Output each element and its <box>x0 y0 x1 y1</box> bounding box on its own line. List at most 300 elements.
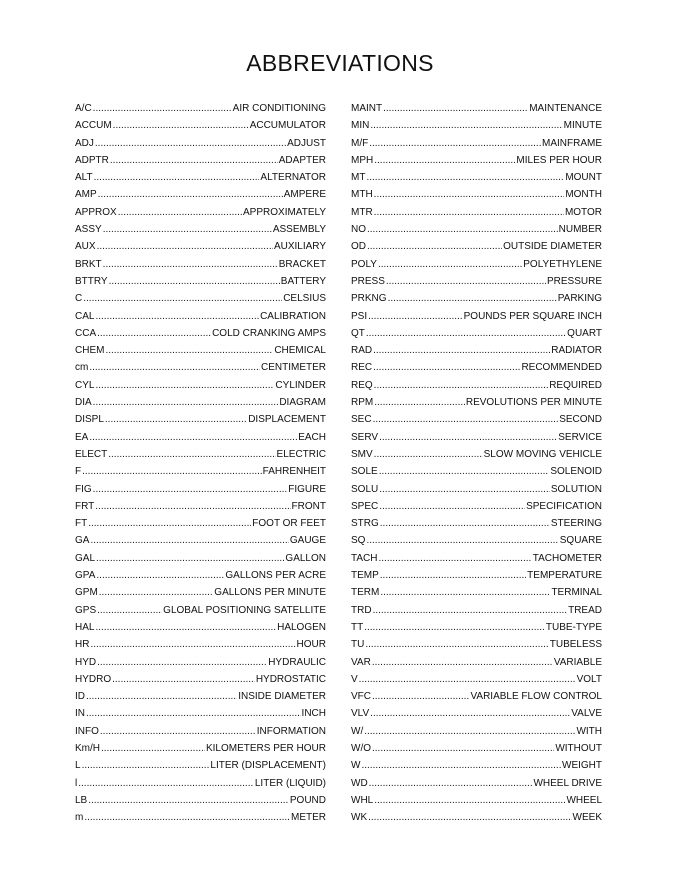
abbreviation-meaning: METER <box>291 812 326 824</box>
abbreviation-term: L <box>75 760 81 772</box>
abbreviation-meaning: MOTOR <box>564 206 602 218</box>
abbreviation-term: SEC <box>351 414 372 426</box>
abbreviation-entry <box>75 705 326 722</box>
abbreviation-term: FRT <box>75 500 95 512</box>
abbreviation-meaning: POLYETHYLENE <box>523 258 602 270</box>
abbreviation-term: CAL <box>75 310 95 322</box>
dot-leader <box>379 498 525 515</box>
abbreviation-term: MT <box>351 172 366 184</box>
abbreviation-meaning: WHEEL DRIVE <box>533 777 602 789</box>
abbreviation-term: OD <box>351 241 366 253</box>
abbreviation-meaning: TUBELESS <box>549 639 602 651</box>
abbreviation-term: MAINT <box>351 103 383 114</box>
dot-leader <box>113 117 249 134</box>
abbreviation-meaning: ACCUMULATOR <box>249 120 326 132</box>
dot-leader <box>78 775 254 792</box>
abbreviation-meaning: INSIDE DIAMETER <box>238 691 326 703</box>
abbreviation-entry <box>75 308 326 325</box>
abbreviation-term: AMP <box>75 189 97 201</box>
abbreviation-entry <box>351 325 602 342</box>
dot-leader <box>378 256 522 273</box>
abbreviation-meaning: FIGURE <box>288 483 326 495</box>
abbreviation-entry <box>75 481 326 498</box>
abbreviation-meaning: OUTSIDE DIAMETER <box>503 241 602 253</box>
abbreviation-entry <box>75 256 326 273</box>
abbreviation-entry <box>75 152 326 169</box>
abbreviation-meaning: FRONT <box>291 500 326 512</box>
abbreviation-entry <box>351 308 602 325</box>
dot-leader <box>366 169 564 186</box>
abbreviation-meaning: WHEEL <box>566 794 602 806</box>
dot-leader <box>364 723 575 740</box>
abbreviation-entry <box>351 152 602 169</box>
abbreviation-term: WHL <box>351 794 374 806</box>
abbreviation-entry <box>351 550 602 567</box>
abbreviation-entry <box>75 792 326 809</box>
abbreviation-entry <box>75 757 326 774</box>
abbreviation-entry <box>75 186 326 203</box>
dot-leader <box>383 100 528 117</box>
abbreviation-entry <box>75 394 326 411</box>
abbreviation-meaning: SLOW MOVING VEHICLE <box>483 448 602 460</box>
abbreviation-term: ELECT <box>75 448 108 460</box>
abbreviation-meaning: MOUNT <box>565 172 602 184</box>
abbreviation-term: ID <box>75 691 85 703</box>
abbreviation-entry <box>351 429 602 446</box>
abbreviation-meaning: WEIGHT <box>562 760 602 772</box>
abbreviation-entry <box>351 636 602 653</box>
abbreviation-meaning: CENTIMETER <box>261 362 326 374</box>
abbreviation-term: GAL <box>75 552 96 564</box>
abbreviation-term: CCA <box>75 327 97 339</box>
abbreviation-meaning: DIAGRAM <box>279 397 326 409</box>
abbreviation-meaning: STEERING <box>550 518 602 530</box>
dot-leader <box>86 705 301 722</box>
abbreviation-term: APPROX <box>75 206 117 218</box>
abbreviation-entry <box>75 204 326 221</box>
abbreviation-entry <box>351 446 602 463</box>
abbreviation-term: REQ <box>351 379 373 391</box>
dot-leader <box>105 342 273 359</box>
dot-leader <box>90 636 295 653</box>
dot-leader <box>374 446 483 463</box>
dot-leader <box>372 740 554 757</box>
abbreviation-term: W/ <box>351 725 364 737</box>
abbreviation-term: STRG <box>351 518 379 530</box>
abbreviation-term: CYL <box>75 379 95 391</box>
abbreviation-entry <box>351 584 602 601</box>
abbreviation-entry <box>75 359 326 376</box>
abbreviation-entry <box>351 221 602 238</box>
abbreviation-entry <box>351 463 602 480</box>
abbreviation-entry <box>351 619 602 636</box>
abbreviation-meaning: CYLINDER <box>275 379 326 391</box>
dot-leader <box>108 446 275 463</box>
abbreviations-right-column <box>351 100 602 826</box>
dot-leader <box>386 273 546 290</box>
dot-leader <box>379 429 557 446</box>
abbreviation-entry <box>351 498 602 515</box>
abbreviation-term: ADPTR <box>75 154 109 166</box>
abbreviation-term: MIN <box>351 120 370 132</box>
abbreviation-meaning: WEEK <box>572 812 602 824</box>
abbreviation-term: REC <box>351 362 373 374</box>
abbreviation-entry <box>351 705 602 722</box>
abbreviation-entry <box>75 636 326 653</box>
dot-leader <box>96 567 224 584</box>
dot-leader <box>118 204 242 221</box>
abbreviation-entry <box>351 169 602 186</box>
abbreviation-entry <box>75 498 326 515</box>
abbreviation-meaning: BATTERY <box>280 275 326 287</box>
abbreviation-meaning: SPECIFICATION <box>526 500 602 512</box>
abbreviation-meaning: MILES PER HOUR <box>516 154 602 166</box>
dot-leader <box>374 792 565 809</box>
abbreviation-meaning: VALVE <box>571 708 602 720</box>
abbreviation-entry <box>351 809 602 826</box>
abbreviation-term: W <box>351 760 361 772</box>
abbreviation-term: NO <box>351 224 366 236</box>
abbreviation-meaning: TREAD <box>568 604 602 616</box>
abbreviation-term: ALT <box>75 172 93 184</box>
abbreviation-entry <box>75 723 326 740</box>
dot-leader <box>109 273 280 290</box>
abbreviation-entry <box>351 117 602 134</box>
abbreviation-meaning: MAINTENANCE <box>529 103 602 114</box>
abbreviation-term: WK <box>351 812 368 824</box>
abbreviation-meaning: FAHRENHEIT <box>262 466 326 478</box>
abbreviation-meaning: DISPLACEMENT <box>248 414 326 426</box>
abbreviation-entry <box>351 792 602 809</box>
dot-leader <box>96 550 284 567</box>
dot-leader <box>366 325 566 342</box>
dot-leader <box>88 792 289 809</box>
abbreviation-term: MPH <box>351 154 374 166</box>
abbreviation-term: GPA <box>75 570 96 582</box>
abbreviation-meaning: GLOBAL POSITIONING SATELLITE <box>163 604 326 616</box>
dot-leader <box>361 757 561 774</box>
abbreviation-entry <box>351 256 602 273</box>
dot-leader <box>379 481 550 498</box>
abbreviation-entry <box>75 515 326 532</box>
abbreviation-meaning: CELSIUS <box>283 293 326 305</box>
abbreviation-meaning: GALLON <box>285 552 326 564</box>
abbreviation-meaning: APPROXIMATELY <box>243 206 326 218</box>
dot-leader <box>368 809 571 826</box>
abbreviation-term: CHEM <box>75 345 105 357</box>
dot-leader <box>110 152 278 169</box>
dot-leader <box>94 169 260 186</box>
dot-leader <box>95 619 276 636</box>
dot-leader <box>372 688 469 705</box>
abbreviation-term: MTR <box>351 206 373 218</box>
dot-leader <box>88 515 251 532</box>
dot-leader <box>95 498 290 515</box>
abbreviation-term: BTTRY <box>75 275 108 287</box>
abbreviation-entry <box>351 481 602 498</box>
abbreviation-term: TT <box>351 621 364 633</box>
abbreviation-entry <box>351 100 602 117</box>
abbreviation-entry <box>75 567 326 584</box>
abbreviation-entry <box>75 325 326 342</box>
abbreviation-entry <box>351 671 602 688</box>
abbreviation-term: m <box>75 812 84 824</box>
abbreviation-meaning: SOLENOID <box>550 466 602 478</box>
abbreviation-meaning: VARIABLE <box>553 656 602 668</box>
abbreviation-entry <box>351 740 602 757</box>
abbreviation-meaning: EACH <box>298 431 326 443</box>
abbreviation-meaning: PRESSURE <box>546 275 602 287</box>
abbreviation-entry <box>75 671 326 688</box>
dot-leader <box>368 308 463 325</box>
abbreviation-term: TEMP <box>351 570 379 582</box>
abbreviation-term: BRKT <box>75 258 102 270</box>
abbreviation-meaning: PARKING <box>557 293 602 305</box>
dot-leader <box>374 204 564 221</box>
abbreviation-meaning: NUMBER <box>558 224 602 236</box>
abbreviation-term: SOLU <box>351 483 379 495</box>
dot-leader <box>90 532 288 549</box>
abbreviation-entry <box>351 394 602 411</box>
abbreviation-entry <box>351 377 602 394</box>
abbreviation-term: EA <box>75 431 89 443</box>
abbreviation-entry <box>351 290 602 307</box>
dot-leader <box>380 515 550 532</box>
abbreviation-entry <box>75 532 326 549</box>
abbreviation-term: GA <box>75 535 90 547</box>
abbreviation-meaning: TEMPERATURE <box>527 570 602 582</box>
abbreviation-term: C <box>75 293 83 305</box>
abbreviation-term: SOLE <box>351 466 378 478</box>
page-title: ABBREVIATIONS <box>246 50 434 76</box>
abbreviation-entry <box>351 204 602 221</box>
dot-leader <box>97 238 273 255</box>
abbreviation-entry <box>75 100 326 117</box>
abbreviation-entry <box>75 688 326 705</box>
abbreviation-meaning: VARIABLE FLOW CONTROL <box>470 691 602 703</box>
abbreviation-meaning: ADJUST <box>287 137 326 149</box>
abbreviation-meaning: HOUR <box>296 639 326 651</box>
abbreviation-entry <box>351 359 602 376</box>
dot-leader <box>101 740 205 757</box>
abbreviation-term: SPEC <box>351 500 379 512</box>
abbreviation-term: SQ <box>351 535 366 547</box>
dot-leader <box>380 584 550 601</box>
abbreviation-term: VFC <box>351 691 371 703</box>
dot-leader <box>365 636 548 653</box>
abbreviation-entry <box>351 775 602 792</box>
dot-leader <box>367 221 558 238</box>
abbreviation-term: A/C <box>75 103 92 114</box>
abbreviation-entry <box>75 446 326 463</box>
dot-leader <box>367 238 502 255</box>
dot-leader <box>112 671 255 688</box>
dot-leader <box>82 757 210 774</box>
abbreviation-meaning: VOLT <box>576 673 602 685</box>
abbreviation-term: cm <box>75 362 89 374</box>
dot-leader <box>370 705 570 722</box>
dot-leader <box>103 256 278 273</box>
abbreviation-meaning: ASSEMBLY <box>272 224 326 236</box>
abbreviation-meaning: SECOND <box>559 414 602 426</box>
abbreviation-term: M/F <box>351 137 369 149</box>
dot-leader <box>372 654 553 671</box>
abbreviation-entry <box>351 567 602 584</box>
dot-leader <box>369 135 541 152</box>
abbreviation-meaning: LITER (LIQUID) <box>254 777 326 789</box>
abbreviation-entry <box>351 238 602 255</box>
dot-leader <box>99 584 214 601</box>
abbreviation-term: TERM <box>351 587 380 599</box>
abbreviation-meaning: AIR CONDITIONING <box>232 103 326 114</box>
abbreviation-entry <box>75 221 326 238</box>
abbreviation-entry <box>75 463 326 480</box>
abbreviation-meaning: ALTERNATOR <box>260 172 326 184</box>
abbreviation-entry <box>351 515 602 532</box>
abbreviation-entry <box>351 602 602 619</box>
dot-leader <box>364 619 545 636</box>
abbreviation-meaning: RECOMMENDED <box>521 362 602 374</box>
abbreviation-term: INFO <box>75 725 99 737</box>
dot-leader <box>100 723 256 740</box>
abbreviation-entry <box>75 429 326 446</box>
abbreviation-entry <box>75 273 326 290</box>
abbreviation-entry <box>75 342 326 359</box>
abbreviation-meaning: AUXILIARY <box>273 241 326 253</box>
abbreviation-entry <box>75 654 326 671</box>
abbreviation-term: FIG <box>75 483 92 495</box>
abbreviation-term: GPM <box>75 587 98 599</box>
abbreviation-entry <box>75 169 326 186</box>
abbreviation-entry <box>75 135 326 152</box>
abbreviation-term: W/O <box>351 742 371 754</box>
abbreviation-entry <box>75 377 326 394</box>
abbreviation-term: HYD <box>75 656 97 668</box>
abbreviation-meaning: GALLONS PER MINUTE <box>214 587 326 599</box>
abbreviation-term: RPM <box>351 397 374 409</box>
abbreviation-meaning: RADIATOR <box>551 345 602 357</box>
abbreviation-meaning: REQUIRED <box>549 379 602 391</box>
dot-leader <box>89 359 260 376</box>
abbreviation-term: SERV <box>351 431 379 443</box>
dot-leader <box>373 411 559 428</box>
abbreviation-term: GPS <box>75 604 97 616</box>
abbreviation-meaning: KILOMETERS PER HOUR <box>205 742 326 754</box>
abbreviation-term: Km/H <box>75 742 100 754</box>
abbreviation-term: WD <box>351 777 368 789</box>
abbreviation-entry <box>351 757 602 774</box>
abbreviation-term: VLV <box>351 708 370 720</box>
abbreviation-term: DISPL <box>75 414 104 426</box>
dot-leader <box>366 532 558 549</box>
abbreviations-left-column <box>75 100 326 826</box>
abbreviation-meaning: WITHOUT <box>555 742 602 754</box>
abbreviation-entry <box>75 411 326 428</box>
abbreviation-term: IN <box>75 708 85 720</box>
abbreviation-meaning: POUNDS PER SQUARE INCH <box>463 310 602 322</box>
dot-leader <box>97 602 162 619</box>
dot-leader <box>378 550 531 567</box>
abbreviation-term: HAL <box>75 621 95 633</box>
dot-leader <box>84 809 290 826</box>
abbreviation-entry <box>351 135 602 152</box>
abbreviation-entry <box>75 584 326 601</box>
abbreviation-entry <box>351 342 602 359</box>
abbreviation-meaning: CHEMICAL <box>274 345 326 357</box>
abbreviation-entry <box>75 290 326 307</box>
abbreviation-meaning: LITER (DISPLACEMENT) <box>210 760 326 772</box>
abbreviation-meaning: SOLUTION <box>550 483 602 495</box>
abbreviation-entry <box>351 654 602 671</box>
abbreviation-meaning: TUBE-TYPE <box>545 621 602 633</box>
abbreviation-term: HR <box>75 639 90 651</box>
abbreviation-entry <box>75 602 326 619</box>
abbreviation-entry <box>351 273 602 290</box>
abbreviation-meaning: MAINFRAME <box>542 137 602 149</box>
dot-leader <box>93 481 288 498</box>
dot-leader <box>373 359 520 376</box>
abbreviation-entry <box>351 186 602 203</box>
dot-leader <box>380 567 526 584</box>
abbreviation-meaning: SQUARE <box>559 535 602 547</box>
abbreviation-meaning: ELECTRIC <box>276 448 326 460</box>
dot-leader <box>82 463 262 480</box>
abbreviation-meaning: INCH <box>301 708 326 720</box>
abbreviation-entry <box>351 723 602 740</box>
abbreviation-meaning: COLD CRANKING AMPS <box>212 327 326 339</box>
dot-leader <box>95 377 274 394</box>
dot-leader <box>374 394 465 411</box>
dot-leader <box>105 411 247 428</box>
abbreviation-meaning: TACHOMETER <box>532 552 602 564</box>
dot-leader <box>374 377 549 394</box>
abbreviation-term: HYDRO <box>75 673 112 685</box>
abbreviation-meaning: REVOLUTIONS PER MINUTE <box>465 397 602 409</box>
dot-leader <box>103 221 272 238</box>
abbreviation-term: SMV <box>351 448 373 460</box>
abbreviation-entry <box>75 117 326 134</box>
abbreviation-meaning: TERMINAL <box>551 587 602 599</box>
abbreviation-term: F <box>75 466 82 478</box>
abbreviation-meaning: CALIBRATION <box>260 310 326 322</box>
abbreviation-term: TU <box>351 639 365 651</box>
dot-leader <box>374 186 565 203</box>
abbreviation-meaning: SERVICE <box>558 431 602 443</box>
abbreviation-entry <box>75 809 326 826</box>
abbreviation-entry <box>75 550 326 567</box>
dot-leader <box>98 186 283 203</box>
abbreviation-entry <box>75 619 326 636</box>
abbreviation-meaning: POUND <box>289 794 326 806</box>
abbreviation-meaning: AMPERE <box>283 189 326 201</box>
dot-leader <box>83 290 282 307</box>
abbreviation-term: VAR <box>351 656 371 668</box>
abbreviation-term: AUX <box>75 241 96 253</box>
dot-leader <box>359 671 576 688</box>
dot-leader <box>373 342 550 359</box>
abbreviation-entry <box>75 775 326 792</box>
abbreviation-meaning: GAUGE <box>289 535 326 547</box>
abbreviation-entry <box>75 238 326 255</box>
dot-leader <box>370 117 562 134</box>
dot-leader <box>388 290 557 307</box>
dot-leader <box>369 775 533 792</box>
dot-leader <box>93 100 232 117</box>
abbreviation-term: TACH <box>351 552 378 564</box>
abbreviation-meaning: FOOT OR FEET <box>252 518 326 530</box>
abbreviation-entry <box>351 411 602 428</box>
abbreviation-term: ASSY <box>75 224 102 236</box>
